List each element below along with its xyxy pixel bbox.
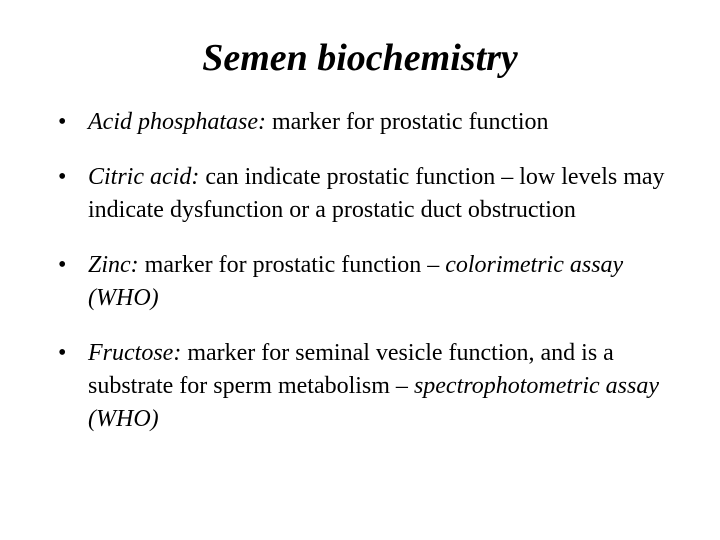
bullet-dot-icon: • <box>58 164 67 190</box>
bullet-item-zinc <box>58 249 688 315</box>
bullet-method: colorimetric assay (WHO) <box>88 252 624 311</box>
bullet-method: spectrophotometric assay (WHO) <box>88 373 660 432</box>
bullet-text: marker for seminal vesicle function, and is a substrate for sperm metabolism – <box>88 340 614 399</box>
bullet-text: marker for prostatic function – <box>138 252 446 278</box>
bullet-list <box>58 106 688 436</box>
bullet-dot-icon: • <box>58 109 67 135</box>
bullet-dot-icon: • <box>58 340 67 366</box>
bullet-item-citric-acid <box>58 161 688 227</box>
bullet-text: marker for prostatic function <box>265 109 549 135</box>
bullet-text: can indicate prostatic function – low levels may indicate dysfunction or a prostatic duct obstruction <box>88 164 665 223</box>
bullet-term: Fructose: <box>88 340 182 366</box>
bullet-term: Zinc: <box>88 252 139 278</box>
slide-title: Semen biochemistry <box>202 37 518 79</box>
bullet-term: Citric acid: <box>88 164 200 190</box>
bullet-item-acid-phosphatase <box>58 106 688 139</box>
bullet-dot-icon: • <box>58 252 67 278</box>
bullet-term: Acid phosphatase: <box>88 109 266 135</box>
bullet-item-fructose <box>58 337 688 436</box>
